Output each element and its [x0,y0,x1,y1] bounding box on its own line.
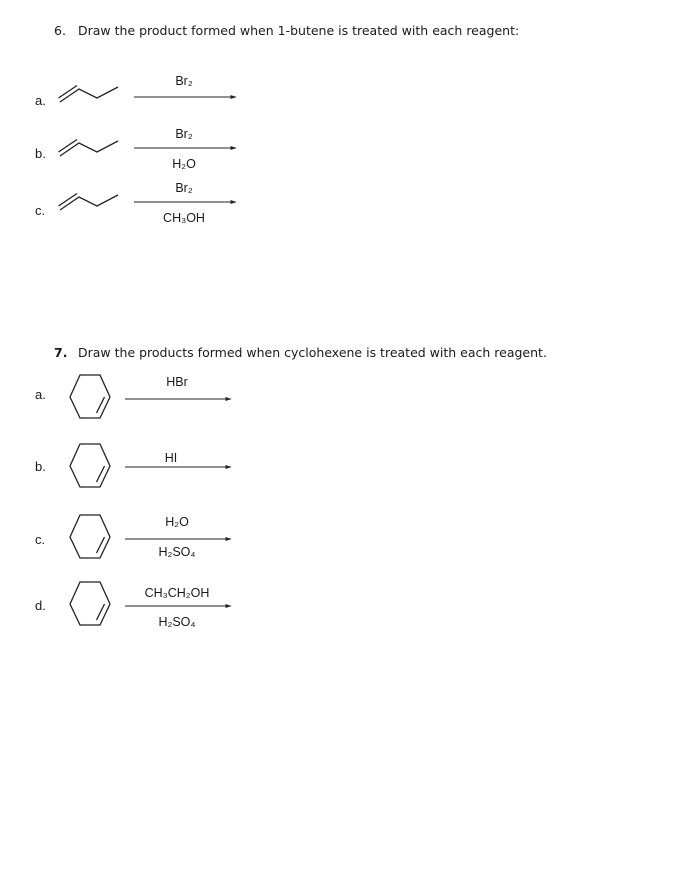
reaction-arrow [134,146,238,150]
butene-structure [58,82,120,106]
butene-structure [58,136,120,160]
reagent-above: Br₂ [175,74,193,88]
reagent-above: CH₃CH₂OH [144,586,210,600]
reaction-arrow [125,465,233,469]
reaction-arrow [125,397,233,401]
cyclohexene-structure [68,514,112,560]
item-label: c. [35,203,46,218]
item-label: b. [35,146,46,161]
butene-structure [58,190,120,214]
reagent-above: Br₂ [175,127,193,141]
item-label: c. [35,532,46,547]
reaction-arrow [134,200,238,204]
reagent-above: H₂O [165,515,189,529]
reagent-above: Br₂ [175,181,193,195]
item-label: b. [35,459,46,474]
question-text: Draw the products formed when cyclohexene is treated with each reagent. [78,345,547,360]
reagent-below: H₂SO₄ [158,545,196,559]
question-text: Draw the product formed when 1-butene is treated with each reagent: [78,23,520,38]
cyclohexene-structure [68,581,112,627]
cyclohexene-structure [68,443,112,489]
item-label: a. [35,93,46,108]
question-number: 7. [54,345,68,360]
question-7-heading [54,345,547,360]
reagent-above: HI [164,451,178,465]
question-6-heading [54,23,519,38]
item-label: a. [35,387,46,402]
reagent-below: H₂SO₄ [158,615,196,629]
reagent-below: H₂O [172,157,196,171]
reaction-arrow [125,537,233,541]
reagent-above: HBr [166,375,188,389]
cyclohexene-structure [68,374,112,420]
reaction-arrow [134,95,238,99]
item-label: d. [35,598,46,613]
question-number: 6. [54,23,66,38]
reagent-below: CH₃OH [163,211,205,225]
reaction-arrow [125,604,233,608]
